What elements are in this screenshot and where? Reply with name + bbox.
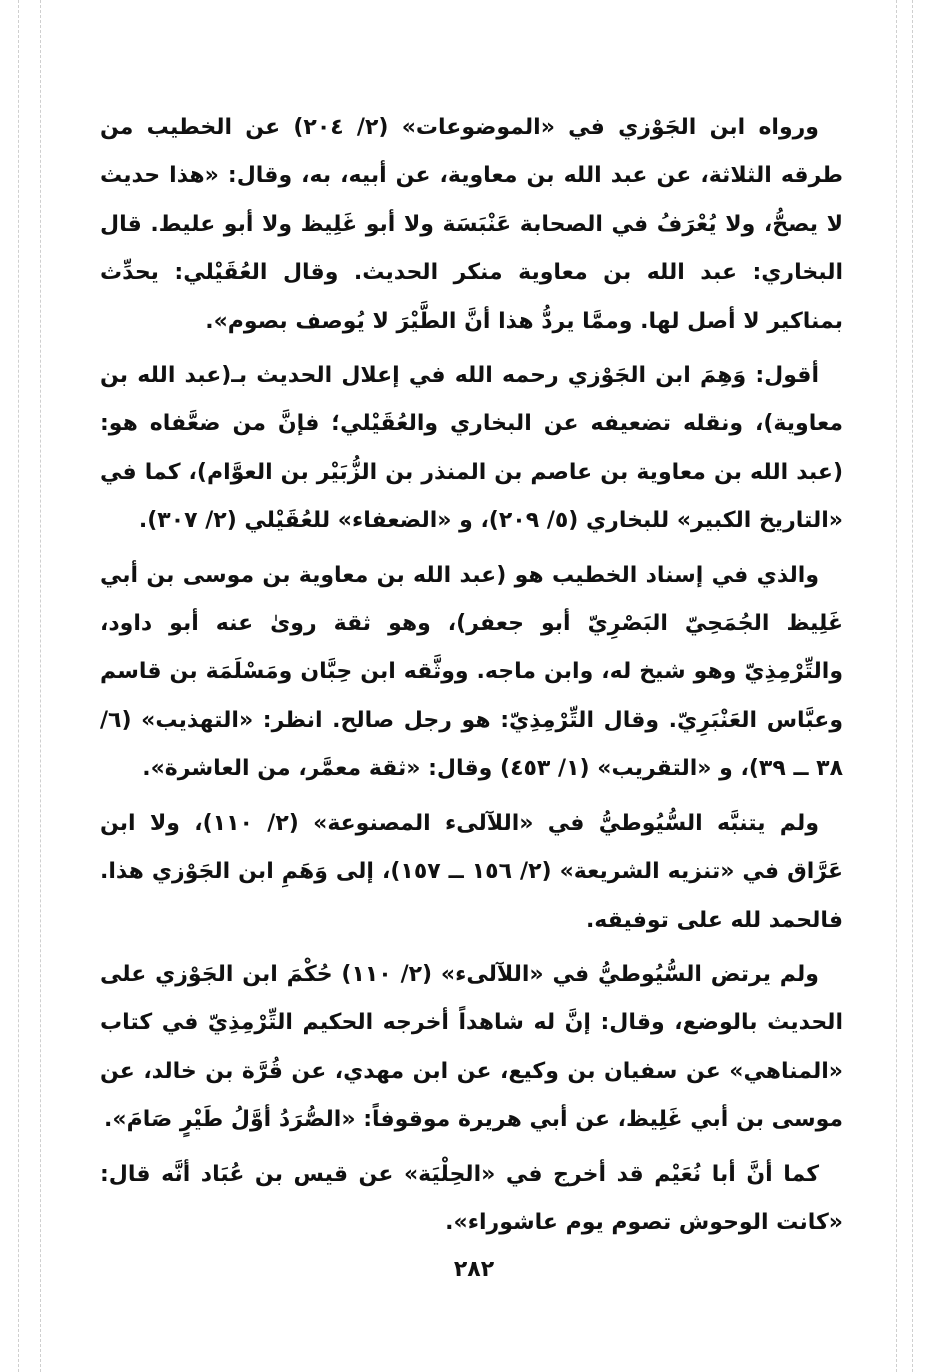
page-number: ٢٨٢ [453,1257,495,1282]
scan-guide-line [896,0,897,1372]
page-body-text [100,104,843,1247]
scan-guide-line [18,0,19,1372]
scan-guide-line [912,0,913,1372]
paragraph-ibn-jawzi-narration: ورواه ابن الجَوْزي في «الموضوعات» (٢/ ٢٠٤) عن الخطيب من طرقه الثلاثة، عن عبد الله بن معاوية، عن أبيه، به، وقال: «هذا حديث لا يصحُّ، ولا يُعْرَفُ في الصحابة عَنْبَسَة ولا أبو غَلِيظ ولا أبو عليط. قال البخاري: عبد الله بن معاوية منكر الحديث. وقال العُقَيْلي: يحدِّث بمناكير لا أصل لها. وممَّا يردُّ هذا أنَّ الطَّيْرَ لا يُوصف بصوم». [100,115,843,334]
paragraph-suyuti-shahid: ولم يرتض السُّيُوطيُّ في «اللآلىء» (٢/ ١١٠) حُكْمَ ابن الجَوْزي على الحديث بالوضع، وقال: إنَّ له شاهداً أخرجه الحكيم التِّرْمِذِيّ في كتاب «المناهي» عن سفيان بن وكيع، عن ابن مهدي، عن قُرَّة بن خالد، عن موسى بن أبي غَلِيظ، عن أبي هريرة موقوفاً: «الصُّرَدُ أوَّلُ طَيْرٍ صَامَ». [100,961,843,1133]
paragraph-author-comment: أقول: وَهِمَ ابن الجَوْزي رحمه الله في إعلال الحديث بـ(عبد الله بن معاوية)، ونقله تضعيفه عن البخاري والعُقَيْلي؛ فإنَّ من ضعَّفاه هو: (عبد الله بن معاوية بن عاصم بن المنذر بن الزُّبَيْر بن العوَّام)، كما في «التاريخ الكبير» للبخاري (٥/ ٢٠٩)، و «الضعفاء» للعُقَيْلي (٢/ ٣٠٧). [100,363,843,534]
scan-guide-line [40,0,41,1372]
paragraph-suyuti-ibn-arraq: ولم يتنبَّه السُّيُوطيُّ في «اللآلىء المصنوعة» (٢/ ١١٠)، ولا ابن عَرَّاق في «تنزيه الشريعة» (٢/ ١٥٦ ــ ١٥٧)، إلى وَهَمِ ابن الجَوْزي هذا. فالحمد لله على توفيقه. [100,810,844,933]
paragraph-abu-nuaym-hilya: كما أنَّ أبا نُعَيْم قد أخرج في «الحِلْيَة» عن قيس بن عُبَاد أنَّه قال: «كانت الوحوش تصوم يوم عاشوراء». [100,1161,843,1235]
paragraph-isnad-khatib: والذي في إسناد الخطيب هو (عبد الله بن معاوية بن موسى بن أبي غَلِيظ الجُمَحِيّ البَصْرِيّ أبو جعفر)، وهو ثقة روىٰ عنه أبو داود، والتِّرْمِذِيّ وهو شيخ له، وابن ماجه. ووثَّقه ابن حِبَّان ومَسْلَمَة بن قاسم وعبَّاس العَنْبَرِيّ. وقال التِّرْمِذِيّ: هو رجل صالح. انظر: «التهذيب» (٦/ ٣٨ ــ ٣٩)، و «التقريب» (١/ ٤٥٣) وقال: «ثقة معمَّر، من العاشرة». [100,562,843,782]
